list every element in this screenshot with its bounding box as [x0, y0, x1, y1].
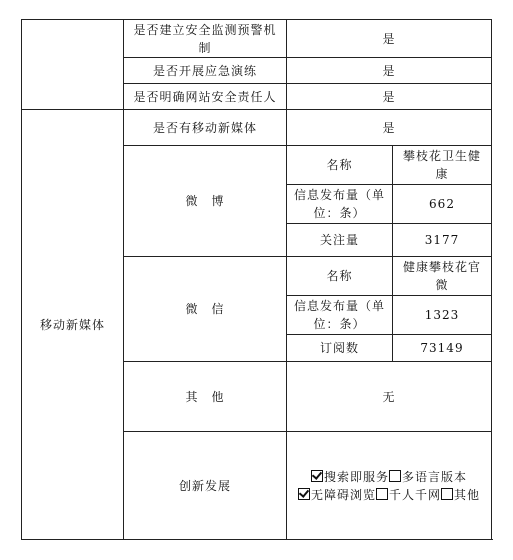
monitoring-value: 是 [287, 20, 492, 58]
other-value: 无 [287, 362, 492, 432]
option-multilingual[interactable]: 多语言版本 [389, 470, 467, 484]
option-search-service[interactable]: 搜索即服务 [311, 470, 389, 484]
wechat-subs-label: 订阅数 [287, 335, 393, 362]
has-media-label: 是否有移动新媒体 [124, 110, 287, 146]
weibo-posts-label: 信息发布量（单位：条） [287, 185, 393, 224]
option-personalized[interactable]: 千人千网 [376, 488, 441, 502]
checkbox-icon[interactable] [441, 488, 453, 500]
weibo-followers-label: 关注量 [287, 224, 393, 257]
checkbox-icon[interactable] [311, 470, 323, 482]
monitoring-label: 是否建立安全监测预警机制 [124, 20, 287, 58]
checkbox-icon[interactable] [389, 470, 401, 482]
wechat-posts-label: 信息发布量（单位：条） [287, 296, 393, 335]
weibo-name-label: 名称 [287, 146, 393, 185]
other-label: 其 他 [124, 362, 287, 432]
responsible-label: 是否明确网站安全责任人 [124, 84, 287, 110]
innovation-section-label: 创新发展 [124, 432, 287, 540]
has-media-value: 是 [287, 110, 492, 146]
responsible-value: 是 [287, 84, 492, 110]
drill-value: 是 [287, 58, 492, 84]
option-other[interactable]: 其他 [441, 488, 480, 502]
table-row [22, 110, 492, 146]
report-table [21, 19, 492, 540]
weibo-name-value: 攀枝花卫生健康 [393, 146, 492, 185]
wechat-name-value: 健康攀枝花官微 [393, 257, 492, 296]
wechat-subs-value: 73149 [393, 335, 492, 362]
weibo-posts-value: 662 [393, 185, 492, 224]
table-row [22, 20, 492, 58]
innovation-options [287, 432, 492, 540]
weibo-label: 微 博 [124, 146, 287, 257]
checkbox-icon[interactable] [298, 488, 310, 500]
wechat-label: 微 信 [124, 257, 287, 362]
option-accessibility[interactable]: 无障碍浏览 [298, 488, 376, 502]
media-section-label: 移动新媒体 [22, 110, 124, 540]
weibo-followers-value: 3177 [393, 224, 492, 257]
checkbox-icon[interactable] [376, 488, 388, 500]
wechat-name-label: 名称 [287, 257, 393, 296]
wechat-posts-value: 1323 [393, 296, 492, 335]
drill-label: 是否开展应急演练 [124, 58, 287, 84]
blank-cell [22, 20, 124, 110]
